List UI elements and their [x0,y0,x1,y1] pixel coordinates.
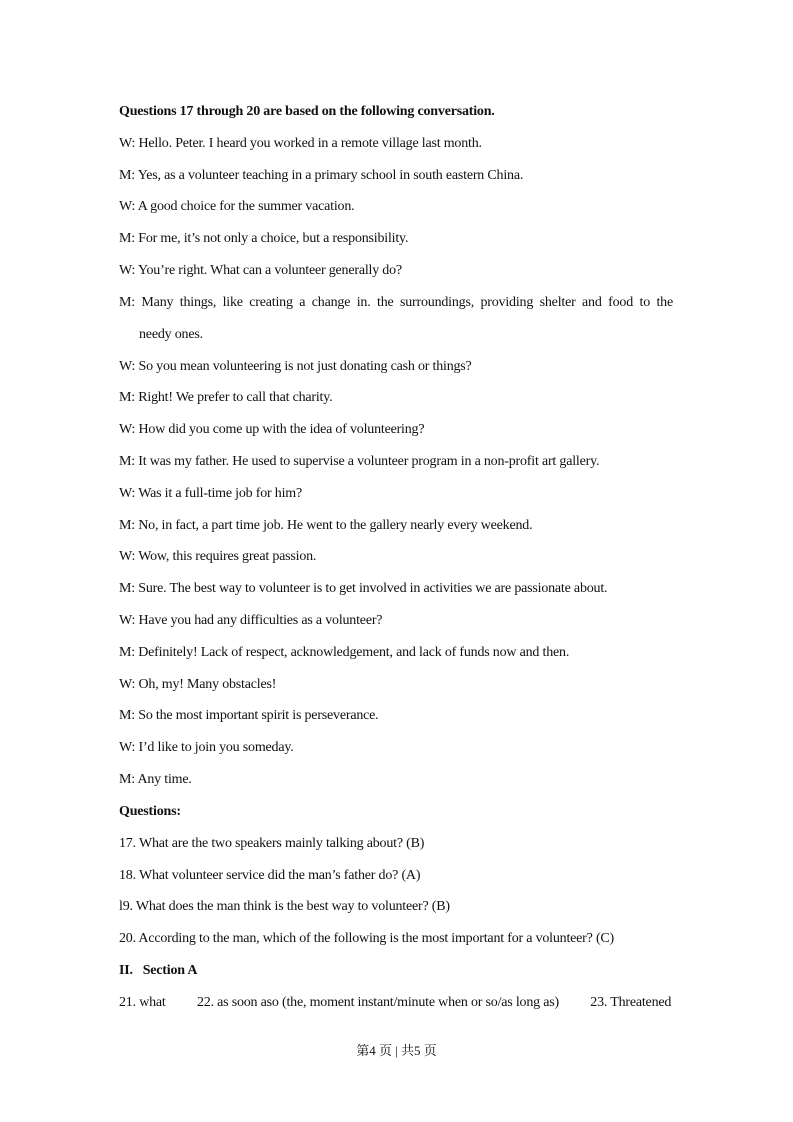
dialogue-line: W: So you mean volunteering is not just donating cash or things? [119,358,472,374]
dialogue-line-continuation: needy ones. [139,326,203,342]
questions-heading: Questions: [119,803,181,819]
answer-item: 23. Threatened [590,994,672,1010]
answer-item: 21. what [119,994,166,1010]
dialogue-line: M: It was my father. He used to supervise a volunteer program in a non-profit art gallery. [119,453,600,469]
conversation-heading: Questions 17 through 20 are based on the following conversation. [119,104,495,119]
question-item: 20. According to the man, which of the following is the most important for a volunteer? (C) [119,931,615,947]
dialogue-line: W: Have you had any difficulties as a volunteer? [119,613,383,628]
dialogue-line: M: No, in fact, a part time job. He went to the gallery nearly every weekend. [119,517,533,533]
dialogue-line: M: Many things, like creating a change in. the surroundings, providing shelter and food to the [119,294,673,310]
answer-item: 22. as soon aso (the, moment instant/minute when or so/as long as) [196,994,559,1010]
dialogue-line: W: Wow, this requires great passion. [119,549,317,565]
dialogue-line: W: You’re right. What can a volunteer generally do? [119,263,402,279]
dialogue-line: W: I’d like to join you someday. [119,740,294,756]
dialogue-line: M: Right! We prefer to call that charity. [119,390,333,406]
dialogue-line: W: Was it a full-time job for him? [119,485,302,501]
question-item: 17. What are the two speakers mainly talking about? (B) [119,835,425,851]
dialogue-line: M: Definitely! Lack of respect, acknowledgement, and lack of funds now and then. [119,644,570,660]
dialogue-line: W: Hello. Peter. I heard you worked in a remote village last month. [119,135,482,151]
dialogue-line: M: So the most important spirit is perseverance. [119,708,379,724]
dialogue-line: W: How did you come up with the idea of volunteering? [119,422,425,438]
dialogue-line: M: Yes, as a volunteer teaching in a primary school in south eastern China. [119,167,524,183]
dialogue-line: M: Sure. The best way to volunteer is to get involved in activities we are passionate about. [119,581,608,597]
answers-row [119,987,673,1019]
dialogue-line: M: For me, it’s not only a choice, but a responsibility. [119,231,409,247]
question-item: 18. What volunteer service did the man’s father do? (A) [119,867,421,883]
page-footer: 第4 页 | 共5 页 [356,1043,437,1058]
question-item: l9. What does the man think is the best way to volunteer? (B) [119,899,450,915]
dialogue-line: W: A good choice for the summer vacation. [119,199,355,215]
section-heading: II. Section A [119,962,198,978]
dialogue-line: M: Any time. [119,772,192,788]
dialogue-line: W: Oh, my! Many obstacles! [119,676,277,692]
document-page [119,96,673,1019]
